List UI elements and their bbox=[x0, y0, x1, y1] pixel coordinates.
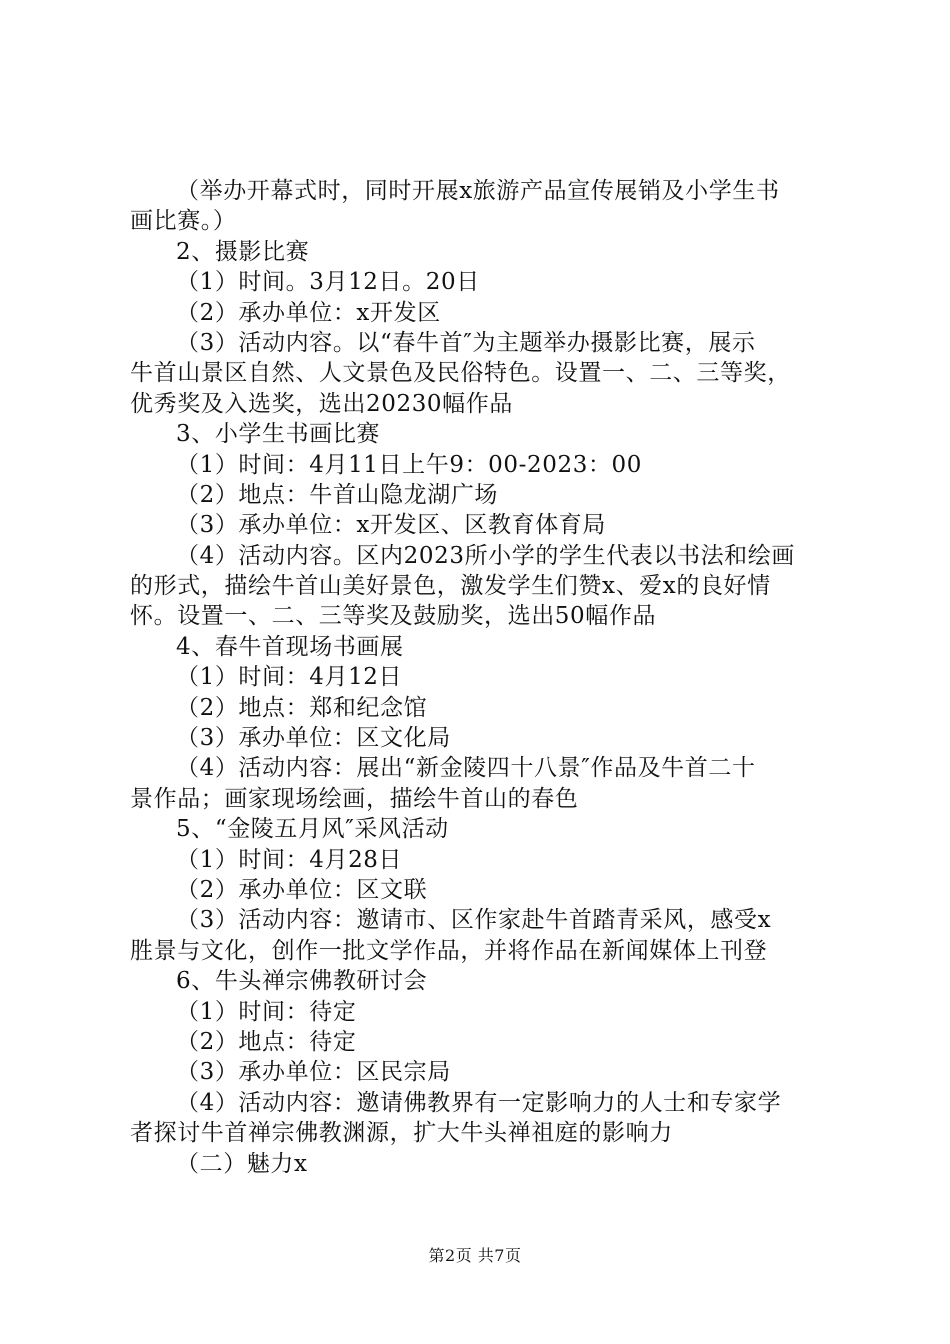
text-line: （二）魅力x bbox=[176, 1150, 308, 1177]
text-line: （4）活动内容。区内2023所小学的学生代表以书法和绘画 bbox=[176, 542, 795, 569]
text-line: （1）时间：4月12日 bbox=[176, 664, 403, 691]
text-line: （1）时间。3月12日。20日 bbox=[176, 269, 480, 296]
text-line: （2）地点：郑和纪念馆 bbox=[176, 694, 428, 721]
page-footer: 第2页 共7页 bbox=[428, 1246, 522, 1265]
text-line: 者探讨牛首禅宗佛教渊源，扩大牛头禅祖庭的影响力 bbox=[130, 1120, 673, 1147]
text-line: （1）时间：4月28日 bbox=[176, 846, 403, 873]
text-line: （2）地点：待定 bbox=[176, 1028, 357, 1055]
text-line: （3）承办单位：x开发区、区教育体育局 bbox=[176, 512, 607, 539]
text-line: （2）地点：牛首山隐龙湖广场 bbox=[176, 481, 499, 508]
text-line: 优秀奖及入选奖，选出20230幅作品 bbox=[130, 390, 513, 417]
text-line: 4、春牛首现场书画展 bbox=[176, 633, 404, 660]
text-line: （1）时间：4月11日上午9：00-2023：00 bbox=[176, 451, 643, 478]
text-line: 胜景与文化，创作一批文学作品，并将作品在新闻媒体上刊登 bbox=[130, 937, 768, 964]
text-line: 6、牛头禅宗佛教研讨会 bbox=[176, 968, 428, 995]
text-line: （举办开幕式时，同时开展x旅游产品宣传展销及小学生书 bbox=[176, 178, 780, 204]
text-line: （4）活动内容：展出“新金陵四十八景″作品及牛首二十 bbox=[176, 755, 756, 782]
text-line: （4）活动内容：邀请佛教界有一定影响力的人士和专家学 bbox=[176, 1089, 782, 1116]
text-line: 景作品；画家现场绘画，描绘牛首山的春色 bbox=[130, 785, 579, 812]
text-line: 画比赛。） bbox=[130, 208, 237, 235]
text-line: （3）活动内容。以“春牛首″为主题举办摄影比赛，展示 bbox=[176, 329, 756, 356]
text-line: （3）承办单位：区民宗局 bbox=[176, 1059, 451, 1086]
text-line: 2、摄影比赛 bbox=[176, 238, 310, 265]
text-line: 5、“金陵五月风″采风活动 bbox=[176, 816, 449, 843]
text-line: （2）承办单位：x开发区 bbox=[176, 299, 441, 326]
text-line: 牛首山景区自然、人文景色及民俗特色。设置一、二、三等奖， bbox=[130, 360, 791, 387]
text-line: （1）时间：待定 bbox=[176, 998, 357, 1025]
text-line: （3）活动内容：邀请市、区作家赴牛首踏青采风，感受x bbox=[176, 907, 772, 934]
text-line: 的形式，描绘牛首山美好景色，激发学生们赞x、爱x的良好情 bbox=[130, 573, 771, 600]
text-line: 怀。设置一、二、三等奖及鼓励奖，选出50幅作品 bbox=[130, 603, 657, 630]
text-line: 3、小学生书画比赛 bbox=[176, 421, 381, 448]
text-line: （3）承办单位：区文化局 bbox=[176, 725, 451, 752]
text-line: （2）承办单位：区文联 bbox=[176, 876, 428, 903]
document-body bbox=[130, 176, 830, 1179]
